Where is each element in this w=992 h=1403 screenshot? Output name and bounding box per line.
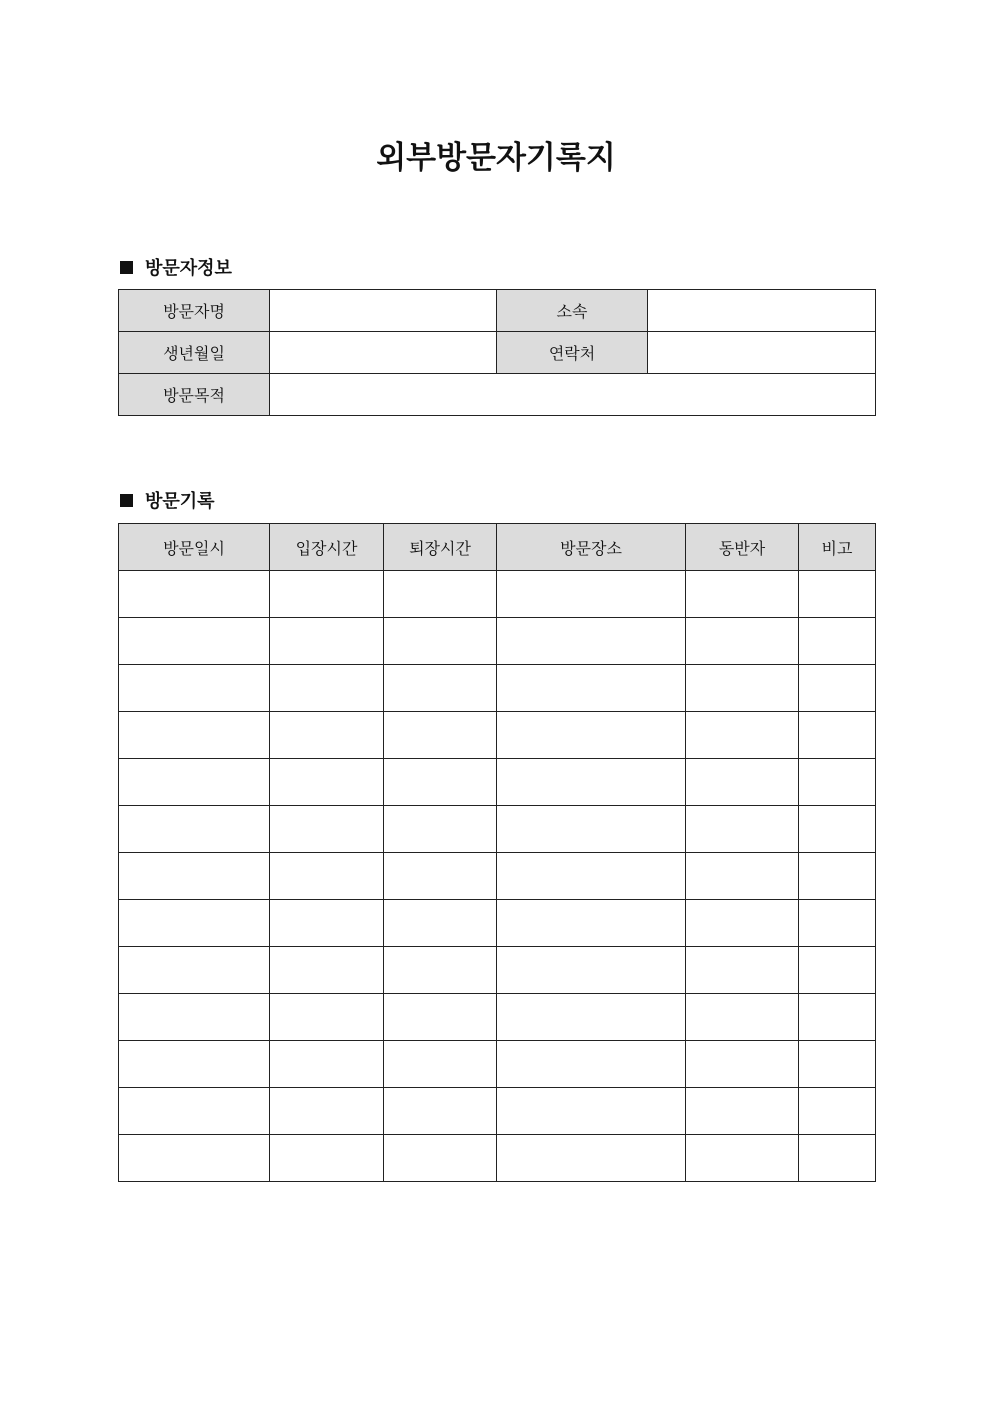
- table-row: [119, 759, 876, 806]
- cell-visit-place[interactable]: [497, 900, 686, 947]
- cell-companion[interactable]: [686, 665, 799, 712]
- cell-remarks[interactable]: [799, 712, 876, 759]
- table-row: [119, 994, 876, 1041]
- cell-visit-place[interactable]: [497, 759, 686, 806]
- visitor-info-heading: [120, 254, 232, 280]
- cell-remarks[interactable]: [799, 618, 876, 665]
- column-header-entry-time: 입장시간: [270, 524, 384, 571]
- cell-exit-time[interactable]: [384, 994, 497, 1041]
- table-row: [119, 290, 876, 332]
- visit-purpose-label: 방문목적: [119, 374, 270, 416]
- cell-visit-datetime[interactable]: [119, 1135, 270, 1182]
- cell-entry-time[interactable]: [270, 947, 384, 994]
- cell-visit-place[interactable]: [497, 853, 686, 900]
- cell-visit-datetime[interactable]: [119, 665, 270, 712]
- visit-records-heading: [120, 487, 215, 513]
- contact-label: 연락처: [497, 332, 648, 374]
- visit-records-heading-text: 방문기록: [145, 491, 215, 512]
- table-row: [119, 806, 876, 853]
- column-header-companion: 동반자: [686, 524, 799, 571]
- cell-exit-time[interactable]: [384, 1088, 497, 1135]
- cell-entry-time[interactable]: [270, 1041, 384, 1088]
- square-bullet-icon: [120, 261, 133, 274]
- cell-exit-time[interactable]: [384, 1135, 497, 1182]
- cell-visit-place[interactable]: [497, 1088, 686, 1135]
- cell-entry-time[interactable]: [270, 665, 384, 712]
- cell-exit-time[interactable]: [384, 571, 497, 618]
- cell-exit-time[interactable]: [384, 1041, 497, 1088]
- table-row: [119, 1088, 876, 1135]
- visit-records-table: [118, 523, 876, 1182]
- cell-companion[interactable]: [686, 571, 799, 618]
- table-row: [119, 947, 876, 994]
- cell-visit-place[interactable]: [497, 712, 686, 759]
- visitor-name-label: 방문자명: [119, 290, 270, 332]
- cell-entry-time[interactable]: [270, 1088, 384, 1135]
- visitor-name-field[interactable]: [270, 290, 497, 332]
- cell-exit-time[interactable]: [384, 618, 497, 665]
- cell-remarks[interactable]: [799, 1088, 876, 1135]
- cell-visit-datetime[interactable]: [119, 712, 270, 759]
- cell-visit-datetime[interactable]: [119, 618, 270, 665]
- visitor-info-heading-text: 방문자정보: [145, 258, 232, 279]
- cell-entry-time[interactable]: [270, 853, 384, 900]
- cell-visit-datetime[interactable]: [119, 1041, 270, 1088]
- cell-entry-time[interactable]: [270, 900, 384, 947]
- affiliation-field[interactable]: [648, 290, 876, 332]
- affiliation-label: 소속: [497, 290, 648, 332]
- cell-exit-time[interactable]: [384, 712, 497, 759]
- cell-remarks[interactable]: [799, 806, 876, 853]
- cell-remarks[interactable]: [799, 900, 876, 947]
- cell-companion[interactable]: [686, 853, 799, 900]
- cell-remarks[interactable]: [799, 853, 876, 900]
- cell-visit-place[interactable]: [497, 618, 686, 665]
- cell-companion[interactable]: [686, 1088, 799, 1135]
- cell-visit-datetime[interactable]: [119, 900, 270, 947]
- cell-exit-time[interactable]: [384, 759, 497, 806]
- cell-visit-datetime[interactable]: [119, 1088, 270, 1135]
- cell-visit-place[interactable]: [497, 947, 686, 994]
- cell-entry-time[interactable]: [270, 994, 384, 1041]
- table-row: [119, 900, 876, 947]
- cell-visit-datetime[interactable]: [119, 806, 270, 853]
- cell-visit-place[interactable]: [497, 571, 686, 618]
- cell-companion[interactable]: [686, 1041, 799, 1088]
- cell-visit-datetime[interactable]: [119, 853, 270, 900]
- visitor-info-table: [118, 289, 876, 416]
- cell-remarks[interactable]: [799, 1041, 876, 1088]
- cell-companion[interactable]: [686, 618, 799, 665]
- cell-visit-place[interactable]: [497, 665, 686, 712]
- column-header-visit-place: 방문장소: [497, 524, 686, 571]
- cell-visit-place[interactable]: [497, 806, 686, 853]
- cell-visit-place[interactable]: [497, 994, 686, 1041]
- cell-visit-datetime[interactable]: [119, 947, 270, 994]
- cell-visit-place[interactable]: [497, 1041, 686, 1088]
- contact-field[interactable]: [648, 332, 876, 374]
- table-row: [119, 571, 876, 618]
- table-row: [119, 1041, 876, 1088]
- cell-entry-time[interactable]: [270, 1135, 384, 1182]
- birthdate-label: 생년월일: [119, 332, 270, 374]
- cell-exit-time[interactable]: [384, 853, 497, 900]
- cell-visit-datetime[interactable]: [119, 759, 270, 806]
- cell-companion[interactable]: [686, 712, 799, 759]
- column-header-remarks: 비고: [799, 524, 876, 571]
- cell-companion[interactable]: [686, 806, 799, 853]
- cell-remarks[interactable]: [799, 571, 876, 618]
- table-row: [119, 1135, 876, 1182]
- cell-visit-datetime[interactable]: [119, 994, 270, 1041]
- page-title: 외부방문자기록지: [376, 140, 616, 176]
- table-row: [119, 618, 876, 665]
- cell-exit-time[interactable]: [384, 665, 497, 712]
- cell-companion[interactable]: [686, 900, 799, 947]
- cell-visit-datetime[interactable]: [119, 571, 270, 618]
- table-row: [119, 332, 876, 374]
- cell-companion[interactable]: [686, 1135, 799, 1182]
- cell-exit-time[interactable]: [384, 947, 497, 994]
- visit-records-body: [119, 571, 876, 1182]
- square-bullet-icon: [120, 494, 133, 507]
- cell-remarks[interactable]: [799, 1135, 876, 1182]
- column-header-visit-datetime: 방문일시: [119, 524, 270, 571]
- cell-exit-time[interactable]: [384, 806, 497, 853]
- cell-exit-time[interactable]: [384, 900, 497, 947]
- table-row: [119, 374, 876, 416]
- cell-remarks[interactable]: [799, 665, 876, 712]
- cell-entry-time[interactable]: [270, 712, 384, 759]
- cell-remarks[interactable]: [799, 994, 876, 1041]
- cell-entry-time[interactable]: [270, 806, 384, 853]
- cell-remarks[interactable]: [799, 947, 876, 994]
- cell-visit-place[interactable]: [497, 1135, 686, 1182]
- cell-entry-time[interactable]: [270, 759, 384, 806]
- cell-companion[interactable]: [686, 947, 799, 994]
- column-header-exit-time: 퇴장시간: [384, 524, 497, 571]
- cell-companion[interactable]: [686, 994, 799, 1041]
- birthdate-field[interactable]: [270, 332, 497, 374]
- table-row: [119, 712, 876, 759]
- cell-entry-time[interactable]: [270, 571, 384, 618]
- cell-entry-time[interactable]: [270, 618, 384, 665]
- table-row: [119, 665, 876, 712]
- table-row: [119, 853, 876, 900]
- table-header-row: [119, 524, 876, 571]
- cell-companion[interactable]: [686, 759, 799, 806]
- visit-purpose-field[interactable]: [270, 374, 876, 416]
- cell-remarks[interactable]: [799, 759, 876, 806]
